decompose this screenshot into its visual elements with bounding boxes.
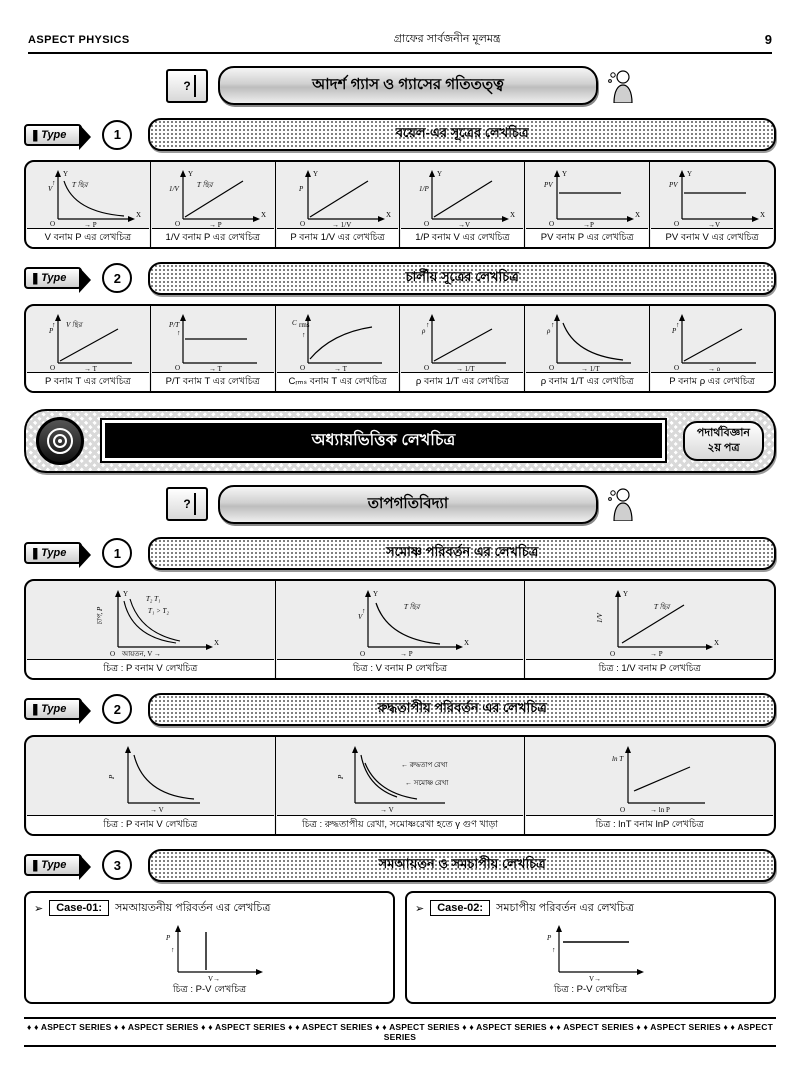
section1-title: আদর্শ গ্যাস ও গ্যাসের গতিতত্ত্ব: [218, 66, 598, 105]
svg-text:O: O: [49, 363, 55, 371]
graph-plot: [32, 310, 144, 372]
graph-caption: P বনাম 1/V এর লেখচিত্র: [277, 228, 399, 247]
type-tag: [24, 854, 82, 876]
type-tag: [24, 542, 82, 564]
svg-text:O: O: [110, 649, 116, 658]
svg-text:T ছির: T ছির: [653, 602, 670, 611]
svg-text:O: O: [299, 220, 305, 227]
type-row-1: [24, 118, 776, 151]
chapter-band: [24, 409, 776, 473]
graph-cell: [525, 306, 650, 391]
svg-text:→ 1/V: → 1/V: [331, 221, 351, 227]
svg-text:→ ρ: → ρ: [708, 364, 721, 371]
type-tag-label: Type: [41, 547, 67, 560]
svg-text:X: X: [760, 211, 766, 219]
graph-cell: [276, 306, 401, 391]
case-graph: [415, 920, 766, 998]
svg-text:O: O: [674, 363, 680, 371]
case-text: সমআয়তনীয় পরিবর্তন এর লেখচিত্র: [115, 901, 271, 914]
svg-text:→P: →P: [583, 221, 595, 227]
svg-text:Y: Y: [373, 589, 379, 598]
case-caption: চিত্র : P-V লেখচিত্র: [553, 983, 628, 995]
chapter-title: অধ্যায়ভিত্তিক লেখচিত্র: [102, 420, 665, 461]
graph-caption: চিত্র : রুদ্ধতাপীয় রেখা, সমোষ্ণরেখা হতে γ গুণ খাড়া: [277, 815, 524, 834]
svg-text:P: P: [108, 774, 117, 779]
svg-text:→ V: → V: [380, 805, 394, 814]
case-row: [24, 891, 776, 1004]
graph-caption: P বনাম T এর লেখচিত্র: [27, 372, 149, 391]
svg-text:← সমোষ্ণ রেখা: ← সমোষ্ণ রেখা: [405, 778, 449, 787]
type-tag: [24, 124, 82, 146]
svg-text:C: C: [291, 318, 297, 327]
graph-strip-boyle: [24, 160, 776, 249]
graph-cell: [151, 162, 276, 247]
graph-caption: চিত্র : V বনাম P লেখচিত্র: [277, 659, 524, 678]
svg-text:O: O: [619, 805, 625, 814]
header-brand: ASPECT PHYSICS: [28, 33, 130, 46]
chapter-side-line1: পদার্থবিজ্ঞান: [696, 426, 750, 439]
svg-text:→ V: → V: [150, 805, 165, 814]
graph-caption: PV বনাম V এর লেখচিত্র: [651, 228, 773, 247]
graph-caption: ρ বনাম 1/T এর লেখচিত্র: [401, 372, 523, 391]
graph-caption: V বনাম P এর লেখচিত্র: [27, 228, 149, 247]
case-header: [415, 899, 766, 918]
case-graph: [34, 920, 385, 998]
svg-text:Y: Y: [123, 589, 129, 598]
svg-text:→ P: → P: [400, 649, 413, 658]
svg-text:↑: ↑: [176, 328, 181, 337]
svg-text:P/T: P/T: [168, 320, 179, 329]
svg-text:→V: →V: [458, 221, 471, 227]
type-tag-label: Type: [41, 703, 67, 716]
svg-text:X: X: [135, 211, 141, 219]
type-tag-label: Type: [41, 859, 67, 871]
bullet-arrow-icon: ➢: [34, 902, 44, 915]
svg-text:Y: Y: [187, 170, 193, 178]
case-label: Case-02:: [430, 900, 490, 916]
svg-text:O: O: [549, 220, 555, 227]
graph-plot: [282, 310, 394, 372]
svg-text:1/P: 1/P: [419, 185, 430, 193]
graph-cell: [525, 737, 774, 834]
svg-text:T ছির: T ছির: [404, 602, 420, 611]
page-footer: ♦ ♦ ASPECT SERIES ♦ ♦ ASPECT SERIES ♦ ♦ ASPECT SERIES ♦ ♦ ASPECT SERIES ♦ ♦ ASPECT SERIES ♦ ♦ ASPECT SERIES ♦ ♦ ASPECT SERIES ♦ ♦ ASPECT SERIES ♦ ♦ ASPECT SERIES: [24, 1017, 776, 1047]
graph-cell: [26, 737, 276, 834]
type-title: চার্লীয় সূত্রের লেখচিত্র: [148, 262, 776, 295]
bullet-arrow-icon: ➢: [415, 902, 425, 915]
svg-text:O: O: [299, 363, 305, 371]
type-row-5: [24, 849, 776, 882]
type-bars-icon: |||: [32, 858, 37, 872]
svg-text:X: X: [713, 638, 719, 647]
graph-caption: PV বনাম P এর লেখচিত্র: [526, 228, 648, 247]
svg-text:PV: PV: [544, 181, 553, 189]
chapter-side-line2: ২য় পত্র: [707, 441, 740, 454]
graph-cell: [650, 306, 774, 391]
type-row-2: [24, 262, 776, 295]
svg-text:ln T: ln T: [611, 754, 623, 763]
svg-text:Y: Y: [622, 589, 628, 598]
svg-text:↑: ↑: [551, 320, 555, 329]
type-title: রুদ্ধতাপীয় পরিবর্তন এর লেখচিত্র: [148, 693, 776, 726]
target-icon: [36, 417, 84, 465]
svg-text:O: O: [549, 363, 555, 371]
graph-caption: P বনাম ρ এর লেখচিত্র: [651, 372, 773, 391]
svg-text:X: X: [214, 638, 220, 647]
case-text: সমচাপীয় পরিবর্তন এর লেখচিত্র: [496, 901, 634, 914]
graph-cell: [400, 162, 525, 247]
graph-plot: [50, 585, 250, 659]
graph-cell: [400, 306, 525, 391]
case-box: [405, 891, 776, 1004]
svg-text:আয়তন, V →: আয়তন, V →: [122, 649, 162, 658]
graph-plot: [157, 166, 269, 228]
svg-text:O: O: [674, 220, 680, 227]
graph-caption: চিত্র : lnT বনাম lnP লেখচিত্র: [526, 815, 773, 834]
svg-text:1/V: 1/V: [595, 613, 604, 623]
graph-cell: [276, 581, 526, 678]
svg-text:T₁ > T₂: T₁ > T₂: [148, 606, 170, 615]
svg-text:P: P: [165, 933, 170, 942]
svg-text:X: X: [635, 211, 641, 219]
type-row-4: [24, 693, 776, 726]
graph-plot: [550, 741, 750, 815]
graph-plot: [285, 741, 515, 815]
case-label: Case-01:: [49, 900, 109, 916]
graph-caption: চিত্র : P বনাম V লেখচিত্র: [27, 815, 274, 834]
case-header: [34, 899, 385, 918]
case-box: [24, 891, 395, 1004]
svg-text:← রুদ্ধতাপ রেখা: ← রুদ্ধতাপ রেখা: [401, 760, 448, 769]
graph-cell: [26, 162, 151, 247]
graph-caption: 1/V বনাম P এর লেখচিত্র: [152, 228, 274, 247]
svg-text:X: X: [510, 211, 516, 219]
graph-strip-adiabatic: [24, 735, 776, 836]
svg-text:O: O: [424, 220, 430, 227]
page: [0, 30, 800, 1065]
type-tag: [24, 267, 82, 289]
graph-plot: [157, 310, 269, 372]
svg-text:↑: ↑: [301, 330, 306, 339]
graph-strip-isothermal: [24, 579, 776, 680]
type-tag-label: Type: [41, 128, 67, 141]
svg-text:T₂ T₁: T₂ T₁: [146, 594, 161, 603]
svg-text:Y: Y: [562, 170, 568, 178]
graph-cell: [151, 306, 276, 391]
svg-text:P: P: [298, 185, 303, 193]
svg-text:O: O: [360, 649, 366, 658]
graph-plot: [656, 310, 768, 372]
svg-text:↑: ↑: [362, 606, 366, 615]
graph-plot: [32, 166, 144, 228]
thinker-icon: [608, 487, 634, 521]
graph-cell: [650, 162, 774, 247]
svg-text:V: V: [47, 185, 53, 193]
svg-text:O: O: [174, 363, 180, 371]
svg-text:rms: rms: [298, 320, 310, 329]
section2-title: তাপগতিবিদ্যা: [218, 485, 598, 524]
svg-text:X: X: [385, 211, 391, 219]
type-title: সমআয়তন ও সমচাপীয় লেখচিত্র: [148, 849, 776, 882]
graph-cell: [276, 737, 526, 834]
section2-title-row: [0, 485, 800, 524]
type-number: 2: [102, 694, 132, 724]
type-bars-icon: |||: [32, 127, 37, 142]
graph-plot: [282, 166, 394, 228]
book-icon: ?: [166, 69, 208, 103]
graph-cell: [276, 162, 401, 247]
type-number: 2: [102, 263, 132, 293]
svg-text:↑: ↑: [676, 320, 680, 329]
svg-text:Y: Y: [312, 170, 318, 178]
svg-text:Y: Y: [437, 170, 443, 178]
svg-text:→ P: → P: [649, 649, 663, 658]
graph-caption: P/T বনাম T এর লেখচিত্র: [152, 372, 274, 391]
graph-plot: [531, 166, 643, 228]
svg-text:P: P: [48, 326, 54, 335]
case-caption: চিত্র : P-V লেখচিত্র: [172, 983, 247, 995]
type-number: 1: [102, 120, 132, 150]
svg-text:ρ: ρ: [547, 326, 551, 335]
svg-text:→ T: → T: [83, 364, 97, 371]
graph-caption: চিত্র : P বনাম V লেখচিত্র: [27, 659, 274, 678]
svg-text:→ ln P: → ln P: [649, 805, 670, 814]
graph-caption: Cᵣₘₛ বনাম T এর লেখচিত্র: [277, 372, 399, 391]
graph-cell: [525, 581, 774, 678]
svg-text:O: O: [49, 220, 55, 227]
graph-caption: চিত্র : 1/V বনাম P লেখচিত্র: [526, 659, 773, 678]
graph-caption: 1/P বনাম V এর লেখচিত্র: [401, 228, 523, 247]
svg-text:ρ: ρ: [422, 326, 426, 335]
type-number: 1: [102, 538, 132, 568]
svg-text:P: P: [546, 933, 551, 942]
svg-text:V: V: [358, 612, 363, 621]
graph-plot: [531, 310, 643, 372]
svg-text:T ছির: T ছির: [196, 181, 213, 189]
graph-cell: [525, 162, 650, 247]
graph-plot: [550, 585, 750, 659]
type-tag: [24, 698, 82, 720]
svg-text:↑: ↑: [170, 945, 174, 954]
graph-plot: [406, 166, 518, 228]
svg-text:V→: V→: [207, 974, 220, 982]
type-row-3: [24, 537, 776, 570]
header-title: গ্রাফের সার্বজনীন মূলমন্ত্র: [393, 33, 501, 45]
svg-text:↑: ↑: [51, 179, 56, 187]
svg-text:Y: Y: [62, 170, 68, 178]
graph-strip-charles: [24, 304, 776, 393]
svg-text:O: O: [424, 363, 430, 371]
svg-text:O: O: [174, 220, 180, 227]
svg-text:→ 1/T: → 1/T: [456, 364, 475, 371]
page-number: 9: [764, 32, 772, 47]
type-title: বয়েল-এর সূত্রের লেখচিত্র: [148, 118, 776, 151]
book-icon: ?: [166, 487, 208, 521]
svg-text:V→: V→: [588, 974, 601, 982]
svg-text:V ছির: V ছির: [65, 320, 82, 329]
svg-text:Y: Y: [687, 170, 693, 178]
type-tag-label: Type: [41, 272, 67, 285]
svg-text:↑: ↑: [551, 945, 555, 954]
graph-plot: [300, 585, 500, 659]
svg-text:↑: ↑: [426, 320, 430, 329]
graph-cell: [26, 581, 276, 678]
graph-cell: [26, 306, 151, 391]
svg-text:→ T: → T: [208, 364, 222, 371]
svg-text:→V: →V: [708, 221, 721, 227]
graph-plot: [656, 166, 768, 228]
graph-plot: [50, 741, 250, 815]
graph-caption: ρ বনাম 1/T এর লেখচিত্র: [526, 372, 648, 391]
type-number: 3: [102, 850, 132, 880]
svg-text:1/V: 1/V: [168, 185, 179, 193]
svg-text:→ P: → P: [83, 221, 97, 227]
type-bars-icon: |||: [32, 702, 37, 717]
type-bars-icon: |||: [32, 546, 37, 561]
svg-text:X: X: [464, 638, 470, 647]
svg-text:→ 1/T: → 1/T: [581, 364, 600, 371]
svg-text:→ T: → T: [333, 364, 347, 371]
svg-text:→ P: → P: [208, 221, 222, 227]
svg-text:T ছির: T ছির: [71, 181, 88, 189]
thinker-icon: [608, 69, 634, 103]
page-header: [28, 30, 772, 54]
svg-text:চাপ, P: চাপ, P: [96, 606, 105, 625]
type-title: সমোষ্ণ পরিবর্তন এর লেখচিত্র: [148, 537, 776, 570]
svg-text:X: X: [260, 211, 266, 219]
svg-text:P: P: [672, 326, 677, 335]
section1-title-row: [0, 66, 800, 105]
svg-text:P: P: [337, 774, 345, 779]
svg-text:O: O: [609, 649, 615, 658]
type-bars-icon: |||: [32, 271, 37, 286]
graph-plot: [406, 310, 518, 372]
svg-text:PV: PV: [669, 181, 678, 189]
svg-text:↑: ↑: [51, 320, 56, 329]
chapter-side-label: [683, 421, 764, 461]
